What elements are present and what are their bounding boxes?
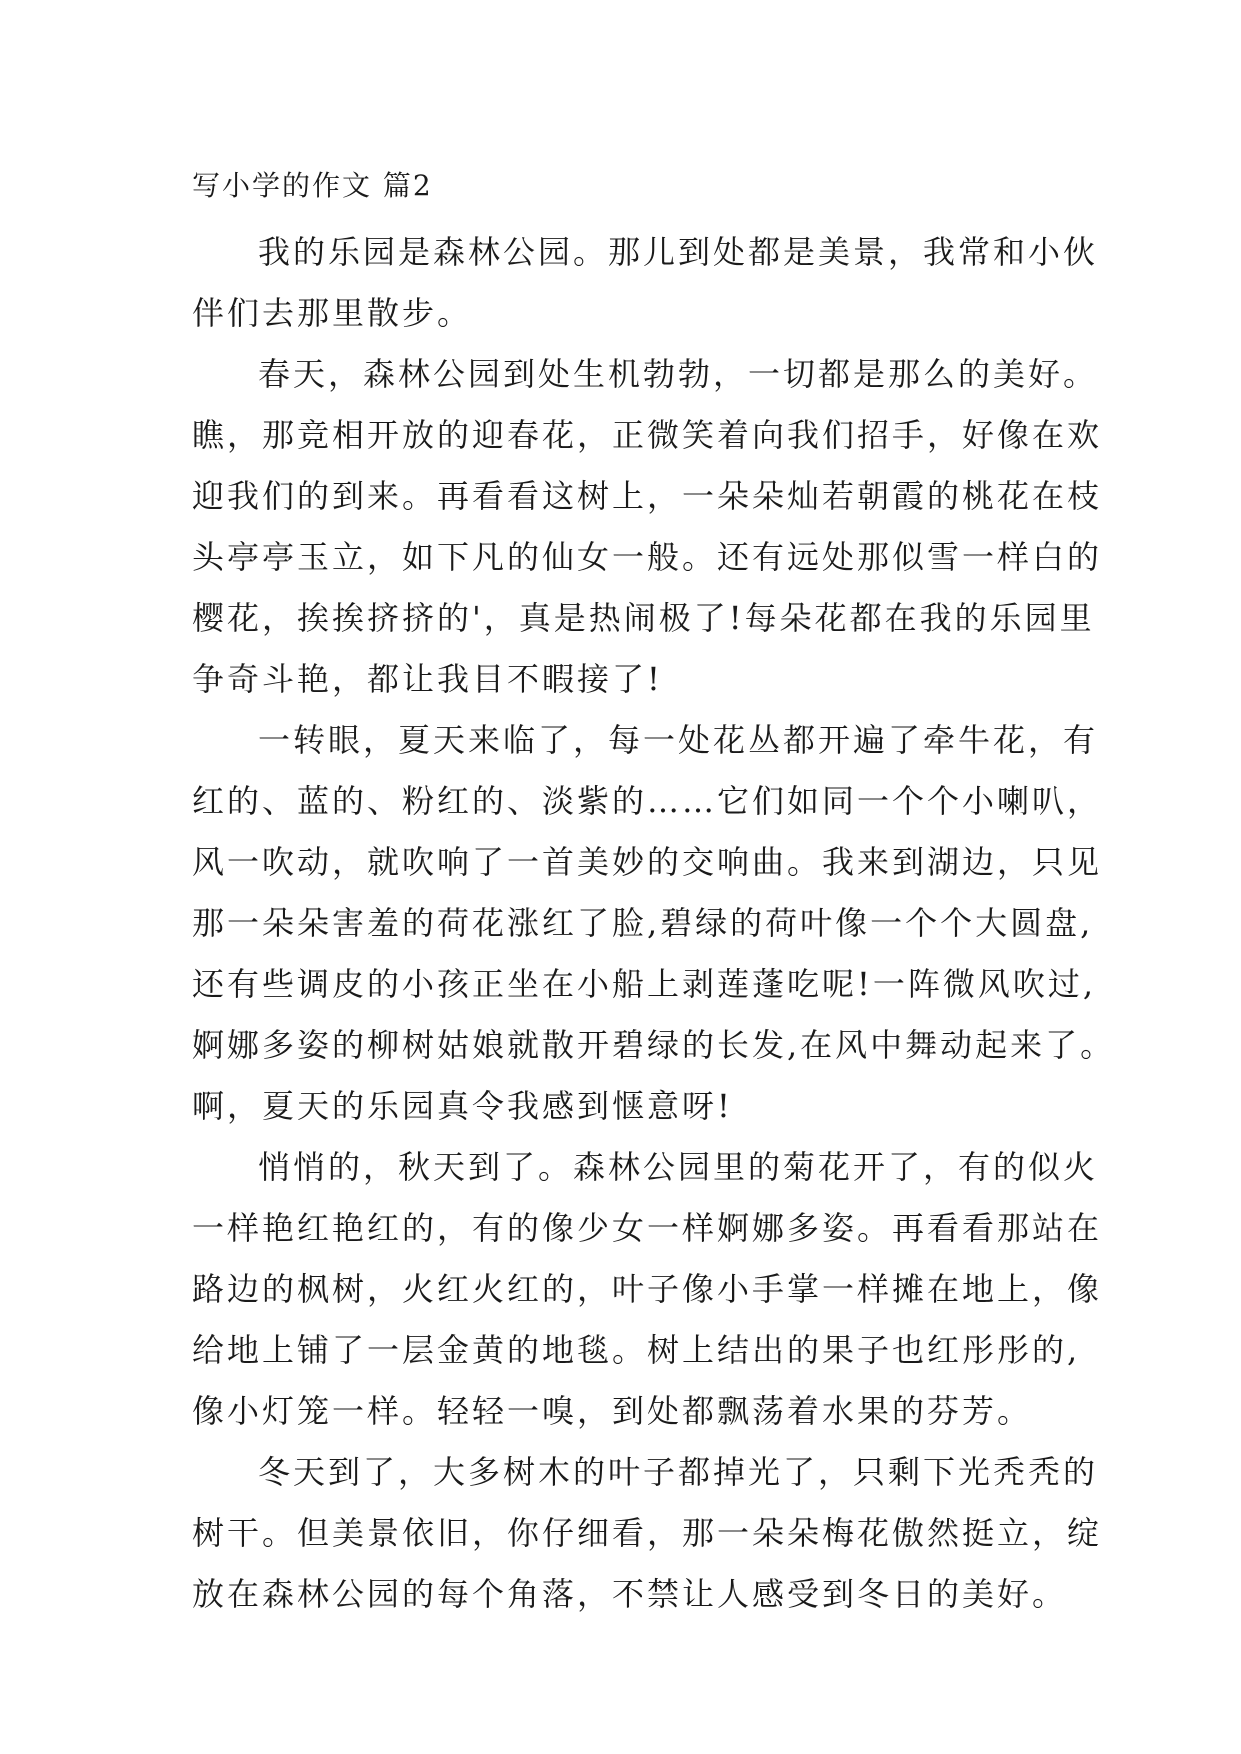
text-line: 放在森林公园的每个角落，不禁让人感受到冬日的美好。 (192, 1575, 1068, 1613)
text-line: 迎我们的到来。再看看这树上，一朵朵灿若朝霞的桃花在枝 (192, 477, 1103, 515)
text-line: 路边的枫树，火红火红的，叶子像小手掌一样摊在地上，像 (192, 1270, 1103, 1308)
document-title: 写小学的作文 篇2 (192, 169, 433, 202)
text-line: 那一朵朵害羞的荷花涨红了脸,碧绿的荷叶像一个个大圆盘, (192, 904, 1094, 942)
paragraph-5 (192, 1442, 1103, 1625)
text-line: 头亭亭玉立，如下凡的仙女一般。还有远处那似雪一样白的 (192, 538, 1103, 576)
text-line: 樱花，挨挨挤挤的'，真是热闹极了!每朵花都在我的乐园里 (192, 599, 1095, 637)
text-line: 啊，夏天的乐园真令我感到惬意呀! (192, 1087, 733, 1125)
text-line: 春天，森林公园到处生机勃勃，一切都是那么的美好。 (258, 355, 1099, 393)
text-line: 悄悄的，秋天到了。森林公园里的菊花开了，有的似火 (258, 1148, 1099, 1186)
text-line: 伴们去那里散步。 (192, 294, 473, 332)
text-line: 像小灯笼一样。轻轻一嗅，到处都飘荡着水果的芬芳。 (192, 1392, 1033, 1430)
document-body (192, 222, 1116, 1625)
text-line: 红的、蓝的、粉红的、淡紫的……它们如同一个个小喇叭， (192, 782, 1103, 820)
paragraph-3 (192, 710, 1116, 1137)
text-line: 一样艳红艳红的，有的像少女一样婀娜多姿。再看看那站在 (192, 1209, 1103, 1247)
text-line: 给地上铺了一层金黄的地毯。树上结出的果子也红彤彤的, (192, 1331, 1081, 1369)
text-line: 树干。但美景依旧，你仔细看，那一朵朵梅花傲然挺立，绽 (192, 1514, 1103, 1552)
text-line: 婀娜多姿的柳树姑娘就散开碧绿的长发,在风中舞动起来了。 (192, 1026, 1116, 1064)
text-line: 我的乐园是森林公园。那儿到处都是美景，我常和小伙 (258, 233, 1099, 271)
text-line: 争奇斗艳，都让我目不暇接了! (192, 660, 663, 698)
text-line: 一转眼，夏天来临了，每一处花丛都开遍了牵牛花，有 (258, 721, 1099, 759)
paragraph-1 (192, 222, 1099, 344)
text-line: 瞧，那竞相开放的迎春花，正微笑着向我们招手，好像在欢 (192, 416, 1103, 454)
paragraph-4 (192, 1137, 1103, 1442)
paragraph-2 (192, 344, 1103, 710)
text-line: 还有些调皮的小孩正坐在小船上剥莲蓬吃呢!一阵微风吹过, (192, 965, 1097, 1003)
text-line: 风一吹动，就吹响了一首美妙的交响曲。我来到湖边，只见 (192, 843, 1103, 881)
text-line: 冬天到了，大多树木的叶子都掉光了，只剩下光秃秃的 (258, 1453, 1099, 1491)
